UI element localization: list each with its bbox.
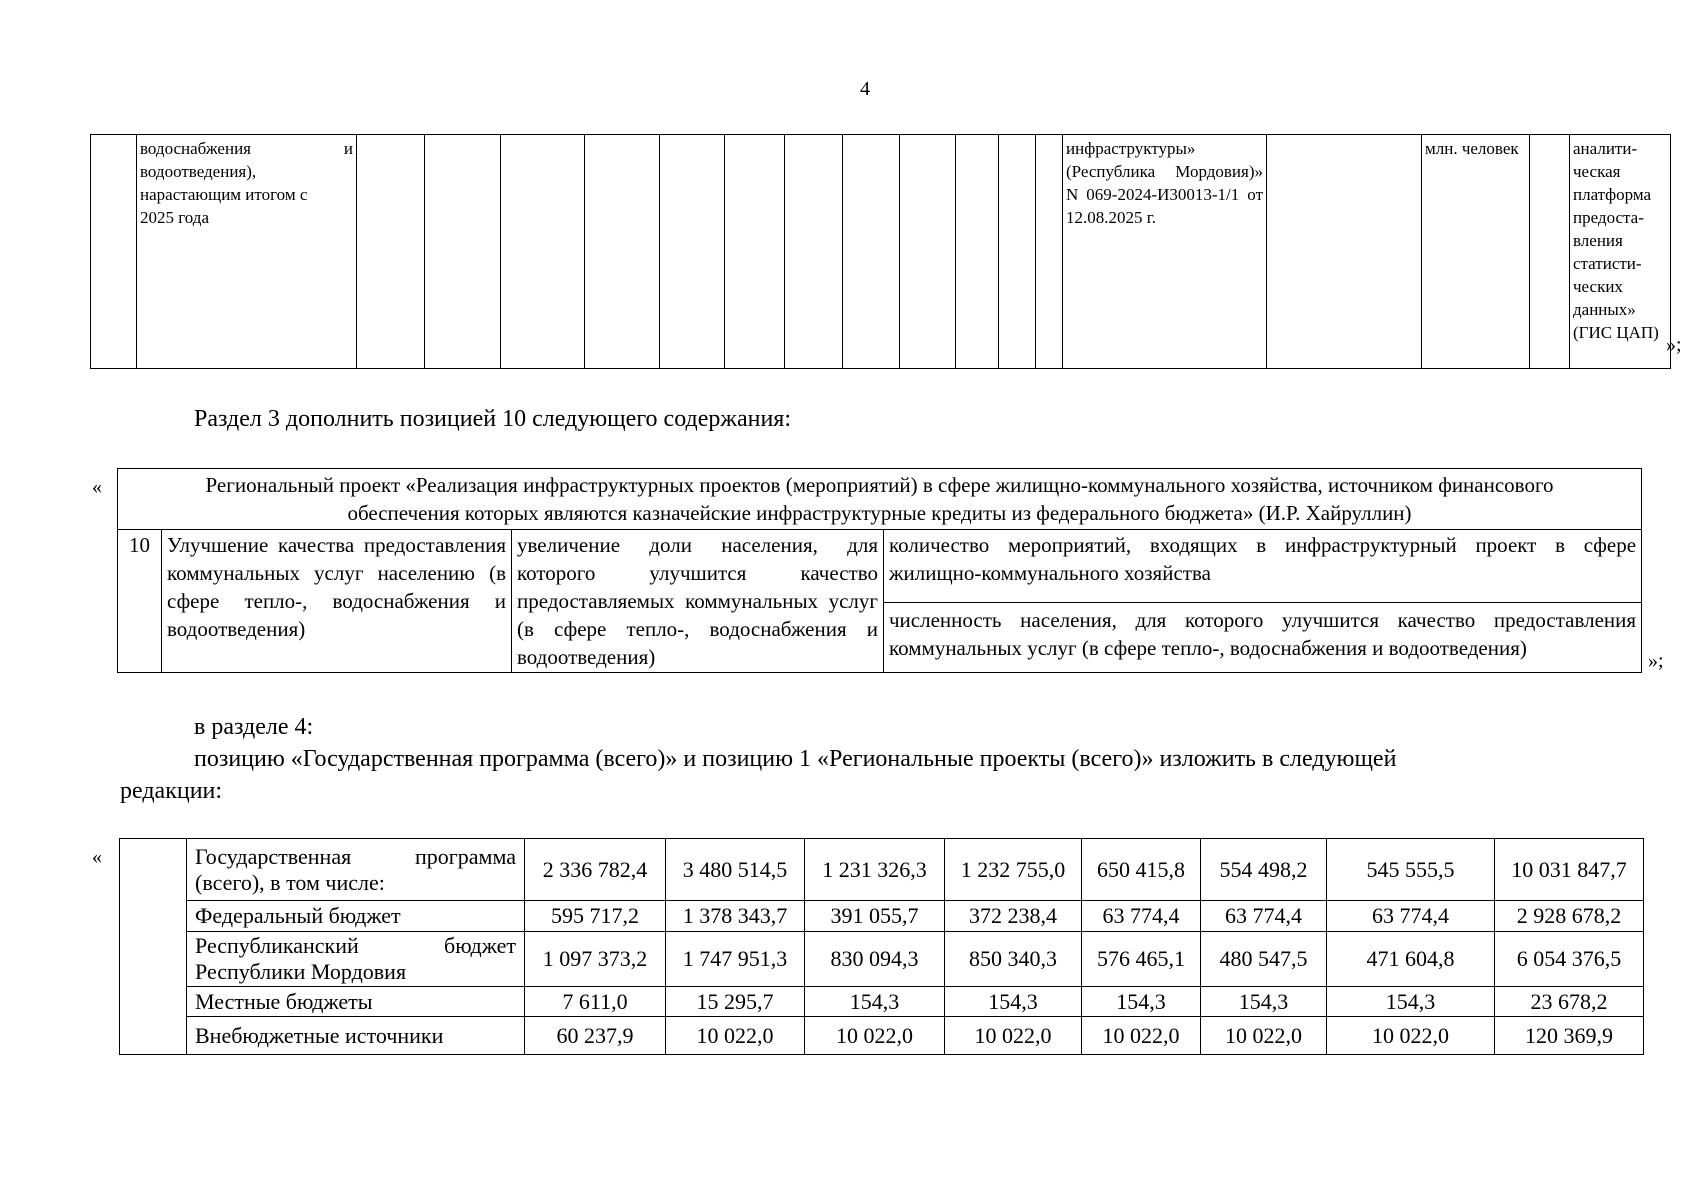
value-cell: 154,3 <box>1082 987 1201 1017</box>
financing-table <box>119 838 1644 1055</box>
closing-quote: »; <box>1666 334 1682 356</box>
data-source-cell: аналити-ческая платформа предоста-вления статисти-ческих данных» (ГИС ЦАП) <box>1570 135 1671 369</box>
section4-instruction: позицию «Государственная программа (всего)» и позицию 1 «Региональные проекты (всего)» изложить в следующей <box>194 746 1397 772</box>
value-cell: 480 547,5 <box>1201 932 1327 987</box>
value-cell: 10 022,0 <box>1327 1017 1495 1055</box>
empty-cell <box>120 839 187 1055</box>
section4-heading: в разделе 4: <box>194 714 314 740</box>
value-cell: 595 717,2 <box>525 901 666 932</box>
value-cell: 650 415,8 <box>1082 839 1201 901</box>
row-label: Внебюджетные источники <box>187 1017 525 1055</box>
value-cell: 391 055,7 <box>805 901 945 932</box>
value-cell: 10 022,0 <box>945 1017 1082 1055</box>
indicator-1-cell: количество мероприятий, входящих в инфраструктурный проект в сфере жилищно-коммунального хозяйства <box>884 530 1642 603</box>
unit-cell: млн. человек <box>1422 135 1530 369</box>
document-reference-cell: инфраструктуры» (Республика Мордовия)» N 069-2024-И30013-1/1 от 12.08.2025 г. <box>1063 135 1267 369</box>
row-label: Республиканский бюджет Республики Мордовия <box>187 932 525 987</box>
value-cell: 23 678,2 <box>1495 987 1644 1017</box>
value-cell: 1 232 755,0 <box>945 839 1082 901</box>
table-row <box>120 987 1644 1017</box>
value-cell: 850 340,3 <box>945 932 1082 987</box>
value-cell: 10 031 847,7 <box>1495 839 1644 901</box>
project-header: Региональный проект «Реализация инфраструктурных проектов (мероприятий) в сфере жилищно-коммунального хозяйства, источником финансового обеспечения которых являются казначейские инфраструктурные кредиты из федерального бюджета» (И.Р. Хайруллин) <box>118 469 1642 530</box>
value-cell: 545 555,5 <box>1327 839 1495 901</box>
row-label: Государственная программа (всего), в том числе: <box>187 839 525 901</box>
value-cell: 15 295,7 <box>666 987 805 1017</box>
row-number: 10 <box>118 530 162 673</box>
indicator-continuation-table <box>90 134 1671 369</box>
indicator-2-cell: численность населения, для которого улучшится качество предоставления коммунальных услуг (в сфере тепло-, водоснабжения и водоотведения) <box>884 603 1642 673</box>
value-cell: 1 097 373,2 <box>525 932 666 987</box>
value-cell: 10 022,0 <box>805 1017 945 1055</box>
opening-quote: « <box>92 476 102 498</box>
table-row <box>120 839 1644 901</box>
regional-project-table <box>117 468 1642 673</box>
closing-quote: »; <box>1648 650 1664 672</box>
task-cell: Улучшение качества предоставления коммунальных услуг населению (в сфере тепло-, водоснабжения и водоотведения) <box>162 530 512 673</box>
section4-instruction-end: редакции: <box>120 778 223 804</box>
value-cell: 2 336 782,4 <box>525 839 666 901</box>
value-cell: 63 774,4 <box>1082 901 1201 932</box>
value-cell: 10 022,0 <box>666 1017 805 1055</box>
opening-quote: « <box>92 846 102 868</box>
table-row <box>120 932 1644 987</box>
goal-cell: увеличение доли населения, для которого улучшится качество предоставляемых коммунальных услуг (в сфере тепло-, водоснабжения и водоотведения) <box>512 530 884 673</box>
value-cell: 3 480 514,5 <box>666 839 805 901</box>
value-cell: 154,3 <box>1327 987 1495 1017</box>
value-cell: 154,3 <box>805 987 945 1017</box>
value-cell: 7 611,0 <box>525 987 666 1017</box>
section3-instruction: Раздел 3 дополнить позицией 10 следующего содержания: <box>194 406 792 432</box>
value-cell: 1 231 326,3 <box>805 839 945 901</box>
row-label: Местные бюджеты <box>187 987 525 1017</box>
value-cell: 372 238,4 <box>945 901 1082 932</box>
value-cell: 471 604,8 <box>1327 932 1495 987</box>
row-label: Федеральный бюджет <box>187 901 525 932</box>
empty-cell <box>91 135 137 369</box>
value-cell: 10 022,0 <box>1082 1017 1201 1055</box>
value-cell: 60 237,9 <box>525 1017 666 1055</box>
indicator-name-cell: водоснабжения и водоотведения), нарастающим итогом с 2025 года <box>137 135 357 369</box>
value-cell: 154,3 <box>1201 987 1327 1017</box>
value-cell: 154,3 <box>945 987 1082 1017</box>
value-cell: 1 378 343,7 <box>666 901 805 932</box>
value-cell: 6 054 376,5 <box>1495 932 1644 987</box>
value-cell: 120 369,9 <box>1495 1017 1644 1055</box>
value-cell: 63 774,4 <box>1327 901 1495 932</box>
value-cell: 554 498,2 <box>1201 839 1327 901</box>
table-row <box>120 1017 1644 1055</box>
value-cell: 63 774,4 <box>1201 901 1327 932</box>
value-cell: 2 928 678,2 <box>1495 901 1644 932</box>
value-cell: 1 747 951,3 <box>666 932 805 987</box>
value-cell: 10 022,0 <box>1201 1017 1327 1055</box>
value-cell: 576 465,1 <box>1082 932 1201 987</box>
value-cell: 830 094,3 <box>805 932 945 987</box>
table-row <box>120 901 1644 932</box>
page-number: 4 <box>860 78 870 100</box>
